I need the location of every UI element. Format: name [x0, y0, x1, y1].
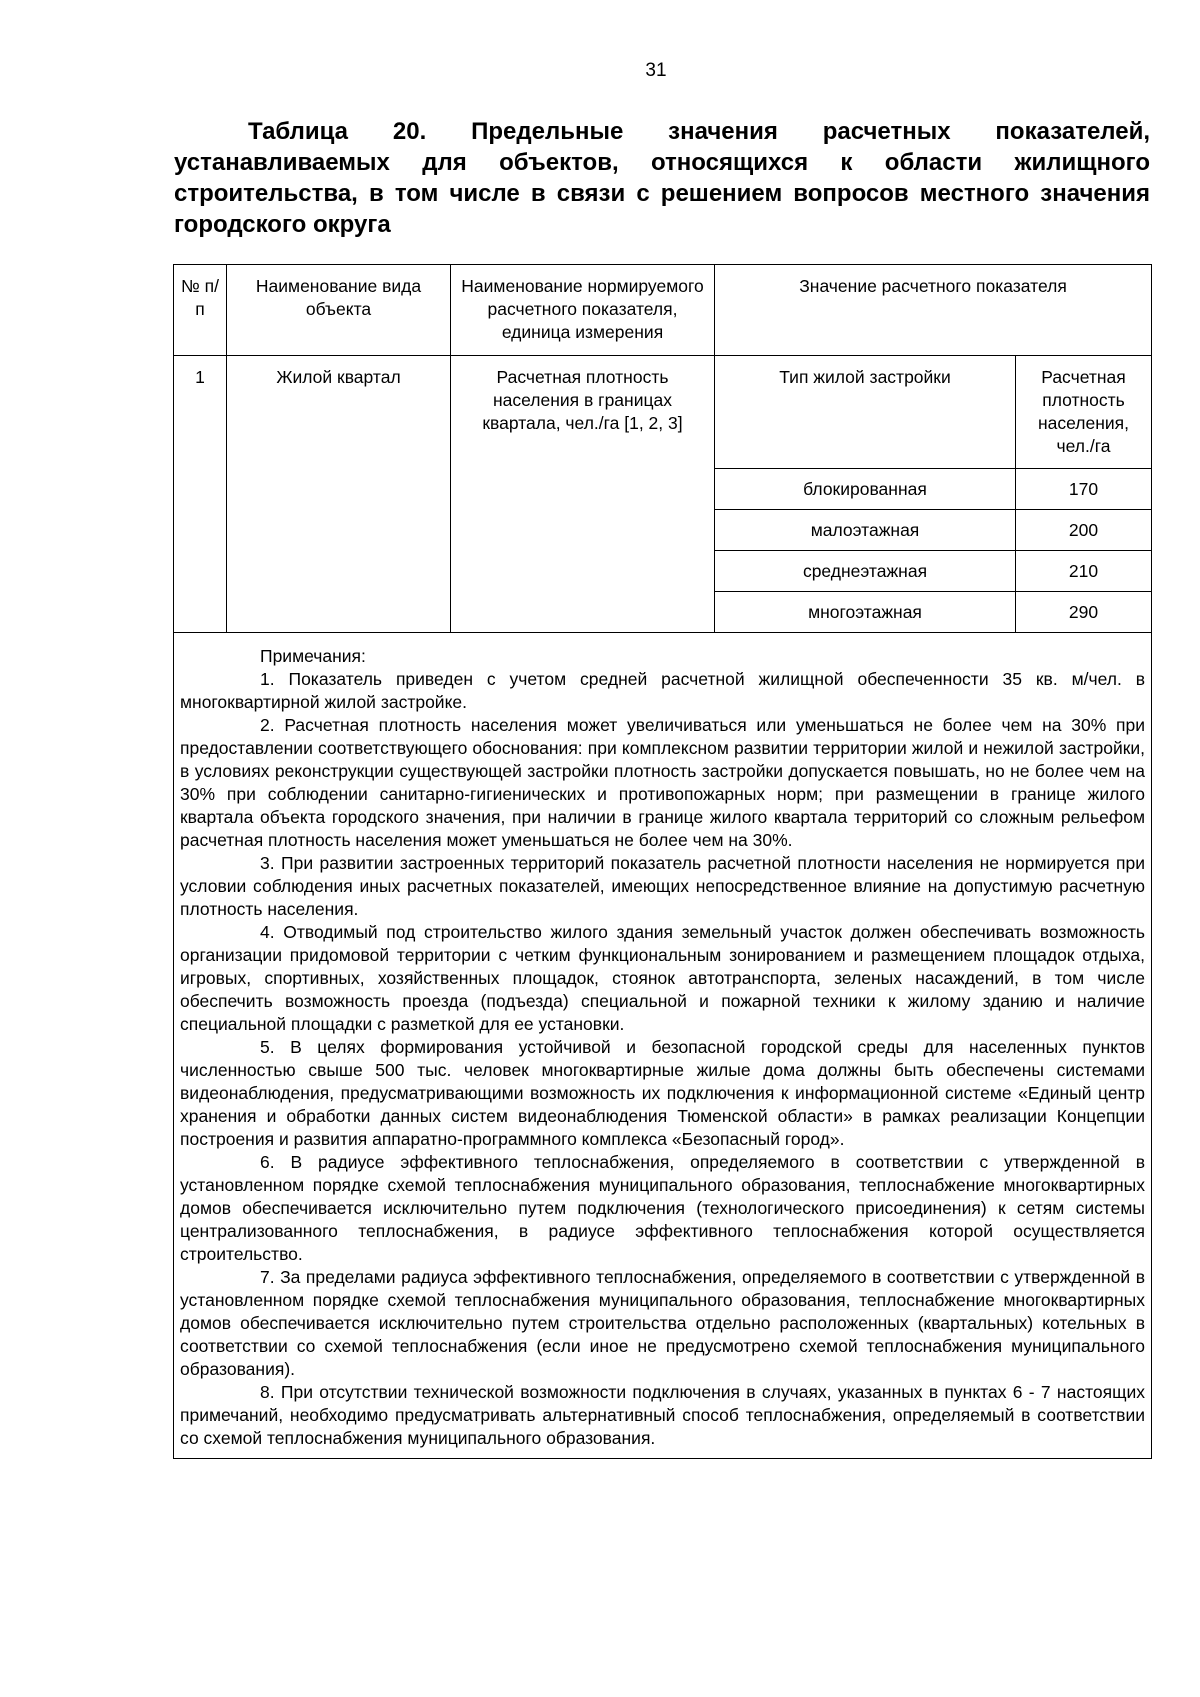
header-row	[174, 265, 1152, 356]
density-cell: 290	[1016, 592, 1152, 633]
notes-row	[174, 633, 1152, 1459]
row-object: Жилой квартал	[227, 356, 451, 633]
indicators-table	[173, 264, 1152, 1459]
note-item: 6. В радиусе эффективного теплоснабжения, определяемого в соответствии с утвержденной в установленном порядке схемой теплоснабжения муниципального образования, теплоснабжение многоквартирных домов обеспечивается исключительно путем подключения (технологического присоединения) к сетям системы централизованного теплоснабжения, в радиусе эффективного теплоснабжения которой осуществляется строительство.	[180, 1152, 1146, 1264]
notes-cell	[174, 633, 1152, 1459]
header-indicator: Наименование нормируемого расчетного показателя, единица измерения	[451, 265, 715, 356]
density-cell: 210	[1016, 551, 1152, 592]
row-indicator: Расчетная плотность населения в границах квартала, чел./га [1, 2, 3]	[451, 356, 715, 633]
notes-title: Примечания:	[260, 646, 366, 666]
type-cell: среднеэтажная	[715, 551, 1016, 592]
row-num: 1	[174, 356, 227, 633]
note-item: 3. При развитии застроенных территорий показатель расчетной плотности населения не нормируется при условии соблюдения иных расчетных показателей, имеющих непосредственное влияние на допустимую расчетную плотность населения.	[180, 853, 1146, 919]
type-cell: малоэтажная	[715, 510, 1016, 551]
note-item: 2. Расчетная плотность населения может увеличиваться или уменьшаться не более чем на 30% при предоставлении соответствующего обоснования: при комплексном развитии территории жилой и нежилой застройки, в условиях реконструкции существующей застройки плотность застройки допускается повышать, но не более чем на 30% при соблюдении санитарно-гигиенических и противопожарных норм; при размещении в границе жилого квартала объекта городского значения, при наличии в границе жилого квартала территорий со сложным рельефом расчетная плотность населения может уменьшаться не более чем на 30%.	[180, 715, 1146, 850]
type-cell: многоэтажная	[715, 592, 1016, 633]
header-value: Значение расчетного показателя	[715, 265, 1152, 356]
density-cell: 200	[1016, 510, 1152, 551]
subheader-density: Расчетная плотность населения, чел./га	[1016, 356, 1152, 469]
note-item: 8. При отсутствии технической возможности подключения в случаях, указанных в пунктах 6 - 7 настоящих примечаний, необходимо предусматривать альтернативный способ теплоснабжения, определяемый в соответствии со схемой теплоснабжения муниципального образования.	[180, 1382, 1146, 1448]
note-item: 1. Показатель приведен с учетом средней расчетной жилищной обеспеченности 35 кв. м/чел. в многоквартирной жилой застройке.	[180, 669, 1146, 712]
note-item: 5. В целях формирования устойчивой и безопасной городской среды для населенных пунктов численностью свыше 500 тыс. человек многоквартирные жилые дома должны быть обеспечены системами видеонаблюдения, предусматривающими возможность их подключения к информационной системе «Единый центр хранения и обработки данных систем видеонаблюдения Тюменской области» в рамках реализации Концепции построения и развития аппаратно-программного комплекса «Безопасный город».	[180, 1037, 1146, 1149]
subheader-type: Тип жилой застройки	[715, 356, 1016, 469]
type-cell: блокированная	[715, 469, 1016, 510]
note-item: 7. За пределами радиуса эффективного теплоснабжения, определяемого в соответствии с утвержденной в установленном порядке схемой теплоснабжения муниципального образования, теплоснабжение многоквартирных домов обеспечивается исключительно путем строительства отдельно расположенных (квартальных) котельных в соответствии со схемой теплоснабжения (если иное не предусмотрено схемой теплоснабжения муниципального образования).	[180, 1267, 1146, 1379]
density-cell: 170	[1016, 469, 1152, 510]
header-object: Наименование вида объекта	[227, 265, 451, 356]
table-title: Таблица 20. Предельные значения расчетных показателей, устанавливаемых для объектов, относящихся к области жилищного строительства, в том числе в связи с решением вопросов местного значения городского округа	[174, 118, 1150, 238]
table-row	[174, 356, 1152, 469]
note-item: 4. Отводимый под строительство жилого здания земельный участок должен обеспечивать возможность организации придомовой территории с четким функциональным зонированием и размещением площадок отдыха, игровых, спортивных, хозяйственных площадок, стоянок автотранспорта, зеленых насаждений, в том числе обеспечить возможность проезда (подъезда) специальной и пожарной техники к жилому зданию и наличие специальной площадки с разметкой для ее установки.	[180, 922, 1146, 1034]
header-num: № п/п	[174, 265, 227, 356]
page-number: 31	[645, 60, 667, 81]
